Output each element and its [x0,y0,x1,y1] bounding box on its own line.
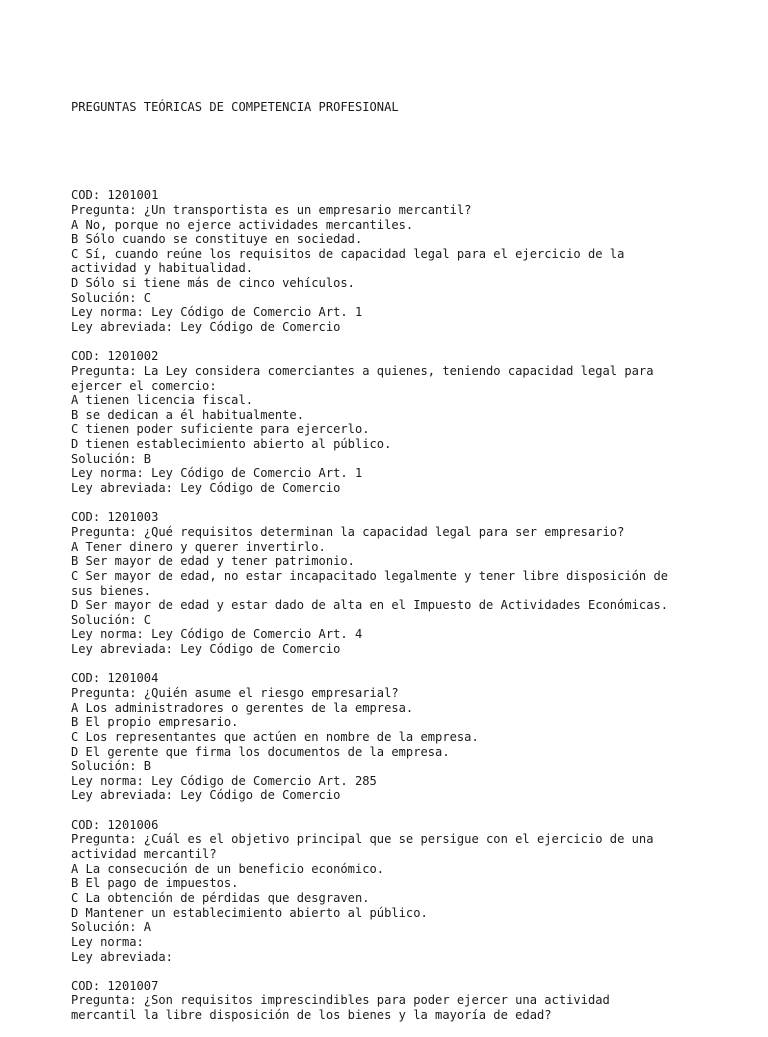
question-line: Ley abreviada: Ley Código de Comercio [71,319,341,334]
question-line: A tienen licencia fiscal. [71,393,254,408]
spacer [71,335,731,350]
question-block [71,818,731,964]
question-line: Solución: B [71,451,152,466]
document-page [71,71,731,1037]
question-line: Ley abreviada: Ley Código de Comercio [71,642,341,657]
question-line: COD: 1201002 [71,349,159,364]
question-line: Solución: B [71,759,152,774]
question-line: C La obtención de pérdidas que desgraven. [71,890,370,905]
question-line: Ley norma: Ley Código de Comercio Art. 1 [71,466,363,481]
question-line: Ley norma: Ley Código de Comercio Art. 285 [71,773,377,788]
question-line: Solución: A [71,920,152,935]
question-block [71,671,731,803]
question-line: Ley abreviada: Ley Código de Comercio [71,788,341,803]
question-line: COD: 1201006 [71,817,159,832]
question-line: mercantil la libre disposición de los bienes y la mayoría de edad? [71,1008,552,1023]
spacer [71,657,731,672]
question-line: B El pago de impuestos. [71,876,239,891]
question-line: ejercer el comercio: [71,378,217,393]
question-line: Ley norma: Ley Código de Comercio Art. 1 [71,305,363,320]
spacer [71,496,731,511]
question-line: Solución: C [71,290,152,305]
question-line: D tienen establecimiento abierto al público. [71,437,392,452]
question-block [71,979,731,1023]
spacer [71,964,731,979]
question-line: A Tener dinero y querer invertirlo. [71,539,326,554]
question-line: actividad y habitualidad. [71,261,254,276]
question-block [71,188,731,334]
question-line: Solución: C [71,612,152,627]
question-line: D Sólo si tiene más de cinco vehículos. [71,276,355,291]
question-line: COD: 1201003 [71,510,159,525]
question-block [71,349,731,495]
question-line: Ley abreviada: Ley Código de Comercio [71,481,341,496]
question-line: B se dedican a él habitualmente. [71,407,304,422]
question-line: D El gerente que firma los documentos de la empresa. [71,744,450,759]
question-line: A No, porque no ejerce actividades mercantiles. [71,217,414,232]
question-line: B El propio empresario. [71,715,239,730]
question-line: Pregunta: ¿Quién asume el riesgo empresarial? [71,686,399,700]
question-line: Ley abreviada: [71,949,173,964]
question-line: COD: 1201004 [71,671,159,686]
question-line: D Ser mayor de edad y estar dado de alta en el Impuesto de Actividades Económicas. [71,598,669,613]
question-line: Pregunta: ¿Qué requisitos determinan la capacidad legal para ser empresario? [71,524,625,539]
question-line: B Ser mayor de edad y tener patrimonio. [71,554,355,569]
spacer [71,144,731,159]
question-block [71,510,731,656]
question-line: A Los administradores o gerentes de la empresa. [71,700,414,715]
question-line: C tienen poder suficiente para ejercerlo. [71,422,370,437]
question-line: A La consecución de un beneficio económico. [71,861,385,876]
question-list [71,188,731,1023]
question-line: D Mantener un establecimiento abierto al público. [71,905,428,920]
question-line: Pregunta: ¿Un transportista es un empresario mercantil? [71,202,472,217]
question-line: COD: 1201007 [71,978,159,993]
question-line: Ley norma: Ley Código de Comercio Art. 4 [71,627,363,642]
question-line: C Los representantes que actúen en nombre de la empresa. [71,729,479,744]
question-line: Ley norma: [71,934,144,949]
question-line: Pregunta: ¿Son requisitos imprescindibles para poder ejercer una actividad [71,993,610,1008]
question-line: C Sí, cuando reúne los requisitos de capacidad legal para el ejercicio de la [71,246,625,261]
question-line: C Ser mayor de edad, no estar incapacitado legalmente y tener libre disposición de [71,568,669,583]
question-line: Pregunta: ¿Cuál es el objetivo principal que se persigue con el ejercicio de una [71,832,654,847]
spacer [71,803,731,818]
document-title: PREGUNTAS TEÓRICAS DE COMPETENCIA PROFESIONAL [71,100,399,115]
question-line: sus bienes. [71,583,152,598]
question-line: actividad mercantil? [71,847,217,862]
question-line: COD: 1201001 [71,188,159,203]
question-line: B Sólo cuando se constituye en sociedad. [71,232,363,247]
question-line: Pregunta: La Ley considera comerciantes a quienes, teniendo capacidad legal para [71,363,654,378]
